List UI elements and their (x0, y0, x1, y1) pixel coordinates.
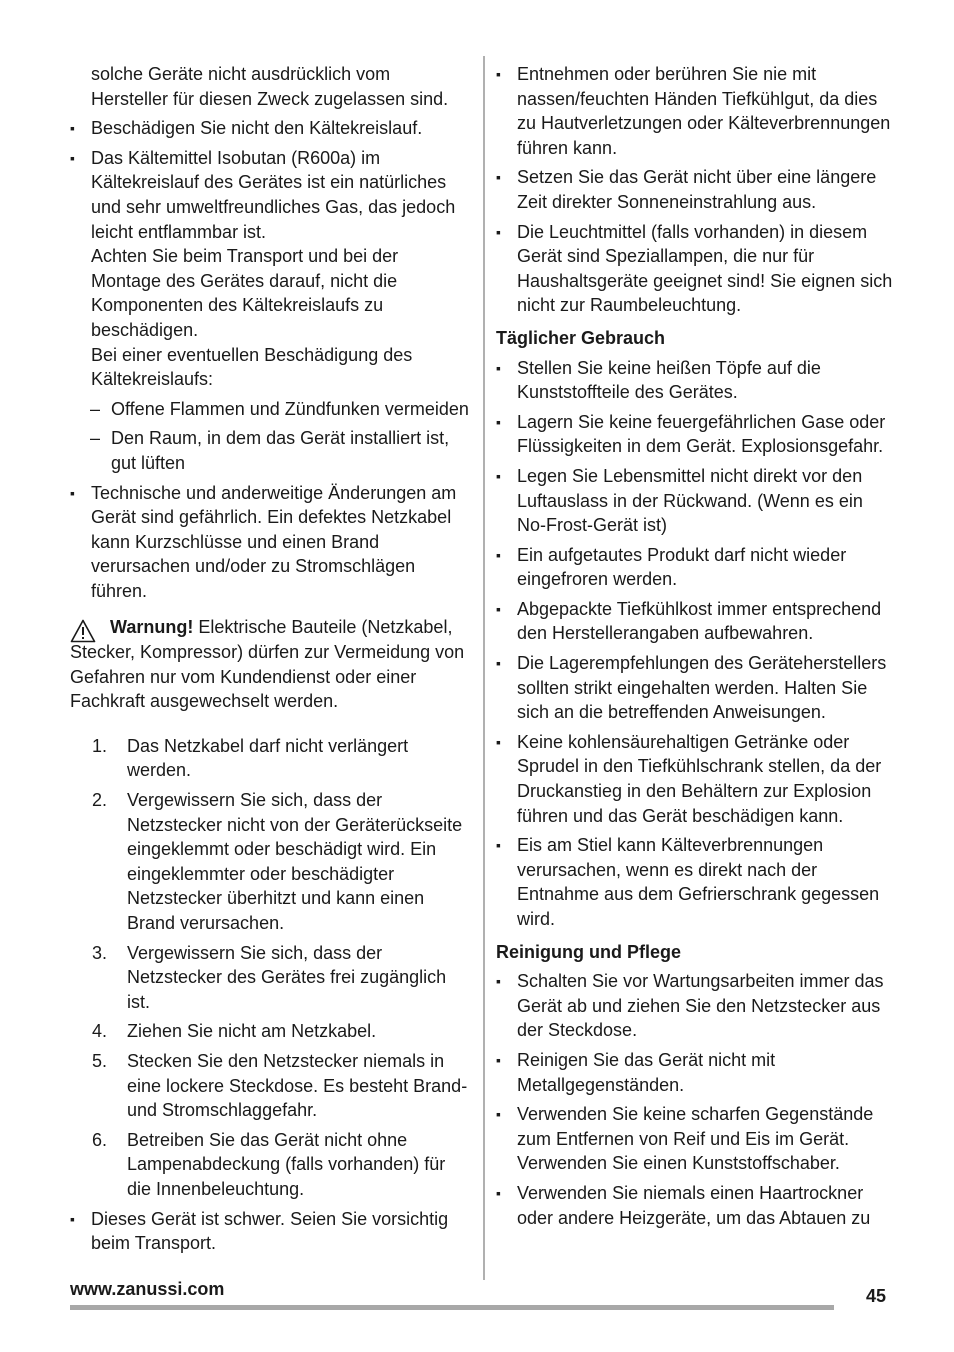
item-number: 2. (92, 790, 108, 811)
dash-text: Den Raum, in dem das Gerät installiert ist, gut lüften (111, 428, 450, 473)
dash-item (70, 426, 470, 475)
bullet-text: Reinigen Sie das Gerät nicht mit Metallgegenständen. (517, 1049, 776, 1095)
dash-text: Offene Flammen und Zündfunken vermeiden (111, 398, 469, 419)
numbered-item (70, 941, 470, 1015)
right-column (496, 62, 894, 1230)
numbered-item (70, 734, 470, 783)
bullet-mark: ▪ (496, 66, 501, 82)
bullet-item (496, 1181, 894, 1230)
item-text: Stecken Sie den Netzstecker niemals in eine lockere Steckdose. Es besteht Brand- und Stromschlaggefahr. (127, 1050, 468, 1121)
intro-text: solche Geräte nicht ausdrücklich vom Hersteller für diesen Zweck zugelassen sind. (91, 64, 449, 109)
bullet-text: Eis am Stiel kann Kälteverbrennungen verursachen, wenn es direkt nach der Entnahme aus dem Gefrierschrank gegessen wird. (517, 835, 880, 929)
warning-label: Warnung! (110, 617, 194, 638)
column-divider (483, 56, 485, 1280)
bullet-item (496, 969, 894, 1043)
footer-rule (70, 1305, 834, 1310)
bullet-text: Dieses Gerät ist schwer. Seien Sie vorsichtig beim Transport. (91, 1208, 449, 1254)
bullet-text: Ein aufgetautes Produkt darf nicht wieder eingefroren werden. (517, 544, 847, 590)
bullet-mark: ▪ (496, 467, 501, 484)
item-text: Vergewissern Sie sich, dass der Netzstecker nicht von der Geräterückseite eingeklemmt oder beschädigt wird. Ein eingeklemmter oder beschädigter Netzstecker überhitzt und kann einen Brand verursachen. (127, 790, 463, 933)
bullet-text: Entnehmen oder berühren Sie nie mit nassen/feuchten Händen Tiefkühlgut, da dies zu Hautverletzungen oder Kälteverbrennungen führen kann. (517, 64, 891, 158)
bullet-mark: ▪ (496, 837, 501, 854)
item-text: Vergewissern Sie sich, dass der Netzstecker des Gerätes frei zugänglich ist. (127, 942, 447, 1012)
dash-mark: – (90, 398, 101, 419)
warning-block (70, 615, 470, 713)
bullet-text: Das Kältemittel Isobutan (R600a) im Kältekreislauf des Gerätes ist ein natürliches und sehr umweltfreundliches Gas, das jedoch leicht entflammbar ist. (91, 147, 456, 242)
bullet-text: Legen Sie Lebensmittel nicht direkt vor den Luftauslass in der Rückwand. (Wenn es ein No-Frost-Gerät ist) (517, 465, 863, 536)
bullet-mark: ▪ (496, 1184, 501, 1201)
bullet-text: Schalten Sie vor Wartungsarbeiten immer das Gerät ab und ziehen Sie den Netzstecker aus der Steckdose. (517, 971, 884, 1041)
numbered-item (70, 1019, 470, 1044)
bullet-item (70, 146, 470, 244)
bullet-text: Die Lagerempfehlungen des Geräteherstellers sollten strikt eingehalten werden. Halten Sie sich an die betreffenden Anweisungen. (517, 653, 887, 723)
left-column (70, 62, 470, 1256)
bullet-text: Keine kohlensäurehaltigen Getränke oder Sprudel in den Tiefkühlschrank stellen, da der Druckanstieg in den Behältern zur Explosion führen und das Gerät beschädigen kann. (517, 731, 882, 826)
numbered-item (70, 1128, 470, 1202)
bullet-text: Die Leuchtmittel (falls vorhanden) in diesem Gerät sind Speziallampen, die nur für Haushaltsgeräte geeignet sind! Sie eignen sich nicht zur Raumbeleuchtung. (517, 221, 893, 316)
bullet-mark: ▪ (496, 600, 501, 617)
bullet-mark: ▪ (496, 973, 501, 990)
bullet-item (70, 481, 470, 604)
bullet-text: Verwenden Sie keine scharfen Gegenstände zum Entfernen von Reif und Eis im Gerät. Verwenden Sie einen Kunststoffschaber. (517, 1104, 874, 1174)
bullet-item (496, 1048, 894, 1097)
warning-body: Elektrische Bauteile (Netzkabel, Stecker, Kompressor) dürfen zur Vermeidung von Gefahren nur vom Kundendienst oder einer Fachkraft ausgewechselt werden. (70, 617, 465, 712)
item-text: Das Netzkabel darf nicht verlängert werden. (127, 735, 409, 781)
bullet-mark: ▪ (496, 359, 501, 376)
bullet-mark: ▪ (496, 655, 501, 672)
bullet-mark: ▪ (70, 1210, 75, 1227)
bullet-text: Technische und anderweitige Änderungen am Gerät sind gefährlich. Ein defektes Netzkabel kann Kurzschlüsse und einen Brand verursachen und/oder zu Stromschlägen führen. (91, 482, 457, 601)
numbered-item (70, 1049, 470, 1123)
bullet-item (496, 833, 894, 931)
item-number: 6. (92, 1129, 108, 1150)
bullet-mark: ▪ (70, 120, 75, 137)
bullet-text: Beschädigen Sie nicht den Kältekreislauf. (91, 118, 423, 139)
section-heading-daily-use: Täglicher Gebrauch (496, 327, 666, 348)
bullet-mark: ▪ (496, 169, 501, 186)
bullet-mark: ▪ (496, 546, 501, 563)
item-number: 5. (92, 1050, 108, 1071)
bullet-item (496, 543, 894, 592)
warning-triangle-icon (70, 619, 96, 643)
bullet-item (496, 597, 894, 646)
bullet-item (496, 410, 894, 459)
footer-website-link[interactable]: www.zanussi.com (70, 1279, 225, 1299)
bullet-mark: ▪ (70, 484, 75, 501)
bullet-item (70, 1207, 470, 1256)
bullet-mark: ▪ (496, 733, 501, 750)
bullet-item (70, 116, 470, 141)
continuation-text: Bei einer eventuellen Beschädigung des Kältekreislaufs: (91, 344, 413, 390)
dash-mark: – (90, 428, 101, 449)
item-number: 1. (92, 735, 108, 756)
bullet-item (496, 651, 894, 725)
bullet-mark: ▪ (496, 413, 501, 430)
bullet-mark: ▪ (496, 1051, 501, 1068)
bullet-item (496, 1102, 894, 1176)
section-heading-cleaning: Reinigung und Pflege (496, 941, 681, 962)
bullet-item (496, 220, 894, 318)
item-text: Betreiben Sie das Gerät nicht ohne Lampenabdeckung (falls vorhanden) für die Innenbeleuchtung. (127, 1129, 446, 1199)
item-number: 3. (92, 942, 108, 963)
bullet-text: Abgepackte Tiefkühlkost immer entsprechend den Herstellerangaben aufbewahren. (517, 598, 882, 644)
bullet-item (496, 730, 894, 828)
bullet-item (496, 62, 894, 160)
bullet-text: Setzen Sie das Gerät nicht über eine längere Zeit direkter Sonneneinstrahlung aus. (517, 167, 877, 212)
numbered-list (70, 734, 470, 1202)
bullet-text: Stellen Sie keine heißen Töpfe auf die Kunststoffteile des Gerätes. (517, 357, 821, 403)
dash-item (70, 397, 470, 422)
bullet-text: Lagern Sie keine feuergefährlichen Gase oder Flüssigkeiten in dem Gerät. Explosionsgefahr. (517, 411, 886, 457)
continuation-text: Achten Sie beim Transport und bei der Montage des Gerätes darauf, nicht die Komponenten des Kältekreislaufs zu beschädigen. (91, 246, 399, 340)
bullet-mark: ▪ (496, 1106, 501, 1123)
bullet-mark: ▪ (496, 223, 501, 240)
page-number: 45 (866, 1286, 887, 1306)
item-text: Ziehen Sie nicht am Netzkabel. (127, 1021, 377, 1042)
numbered-item (70, 788, 470, 936)
bullet-item (496, 356, 894, 405)
bullet-item (496, 165, 894, 214)
bullet-text: Verwenden Sie niemals einen Haartrockner oder andere Heizgeräte, um das Abtauen zu (517, 1182, 871, 1228)
warning-text (70, 615, 470, 713)
bullet-item (496, 464, 894, 538)
bullet-mark: ▪ (70, 149, 75, 166)
item-number: 4. (92, 1021, 108, 1042)
